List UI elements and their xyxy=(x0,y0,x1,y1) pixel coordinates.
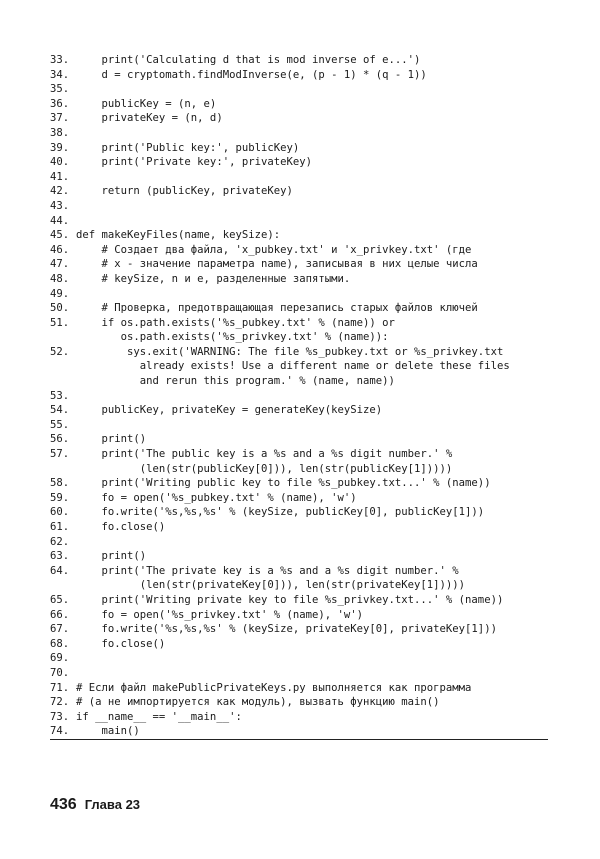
code-line xyxy=(50,564,550,593)
line-code: # (а не импортируется как модуль), вызвать функцию main() xyxy=(76,696,440,709)
line-code: print('Public key:', publicKey) xyxy=(76,141,300,154)
line-number: 71. xyxy=(50,681,70,694)
code-line xyxy=(50,549,550,564)
line-number: 72. xyxy=(50,696,70,709)
line-code: print('The private key is a %s and a %s digit number.' % (len(str(privateKey[0])), len(str(privateKey[1])))) xyxy=(101,564,466,592)
line-number: 58. xyxy=(50,477,70,490)
code-line xyxy=(50,126,550,141)
line-code: print('Writing private key to file %s_privkey.txt...' % (name)) xyxy=(76,593,504,606)
line-code: print() xyxy=(76,550,147,563)
line-number: 74. xyxy=(50,725,70,738)
line-code: publicKey = (n, e) xyxy=(76,97,217,110)
line-number: 69. xyxy=(50,652,70,665)
code-line xyxy=(50,199,550,214)
line-number: 53. xyxy=(50,389,70,402)
code-line xyxy=(50,184,550,199)
code-line xyxy=(50,432,550,447)
line-number: 37. xyxy=(50,112,70,125)
line-number: 66. xyxy=(50,608,70,621)
line-code: sys.exit('WARNING: The file %s_pubkey.txt or %s_privkey.txt already exists! Use a different name or delete these files and rerun this program.' % (name, name)) xyxy=(127,345,510,388)
code-line xyxy=(50,316,550,345)
code-line xyxy=(50,491,550,506)
line-number: 34. xyxy=(50,68,70,81)
line-code: privateKey = (n, d) xyxy=(76,112,223,125)
line-number: 35. xyxy=(50,83,70,96)
line-code: # x - значение параметра name), записывая в них целые числа xyxy=(76,258,478,271)
line-number: 64. xyxy=(50,564,70,577)
line-number: 68. xyxy=(50,637,70,650)
line-number: 60. xyxy=(50,506,70,519)
code-line xyxy=(50,710,550,725)
line-number: 33. xyxy=(50,54,70,66)
line-code: fo.write('%s,%s,%s' % (keySize, publicKey[0], publicKey[1])) xyxy=(76,506,485,519)
line-number: 67. xyxy=(50,623,70,636)
code-line xyxy=(50,447,550,476)
code-line xyxy=(50,608,550,623)
line-code: fo = open('%s_privkey.txt' % (name), 'w') xyxy=(76,608,364,621)
line-code: main() xyxy=(76,725,140,738)
line-code: return (publicKey, privateKey) xyxy=(76,185,293,198)
line-number: 63. xyxy=(50,550,70,563)
code-line xyxy=(50,593,550,608)
code-line xyxy=(50,622,550,637)
line-number: 44. xyxy=(50,214,70,227)
line-code: def makeKeyFiles(name, keySize): xyxy=(76,229,281,242)
code-line xyxy=(50,97,550,112)
line-code: # Проверка, предотвращающая перезапись старых файлов ключей xyxy=(76,302,478,315)
line-number: 40. xyxy=(50,156,70,169)
line-number: 42. xyxy=(50,185,70,198)
line-code: publicKey, privateKey = generateKey(keySize) xyxy=(76,404,383,417)
line-number: 70. xyxy=(50,666,70,679)
code-line xyxy=(50,535,550,550)
line-number: 38. xyxy=(50,126,70,139)
code-line xyxy=(50,155,550,170)
line-code: print('The public key is a %s and a %s digit number.' % (len(str(publicKey[0])), len(str(publicKey[1])))) xyxy=(101,448,453,475)
line-code: fo = open('%s_pubkey.txt' % (name), 'w') xyxy=(76,491,357,504)
code-line xyxy=(50,243,550,258)
line-number: 59. xyxy=(50,491,70,504)
line-number: 51. xyxy=(50,316,70,329)
listing-end-divider xyxy=(50,739,548,740)
code-line xyxy=(50,505,550,520)
line-number: 65. xyxy=(50,593,70,606)
code-line xyxy=(50,170,550,185)
code-line xyxy=(50,724,550,739)
line-code: print('Calculating d that is mod inverse of e...') xyxy=(76,54,421,66)
code-line xyxy=(50,418,550,433)
line-number: 50. xyxy=(50,302,70,315)
page-number: 436 xyxy=(50,796,77,813)
line-code: print('Writing public key to file %s_pubkey.txt...' % (name)) xyxy=(76,477,491,490)
line-number: 41. xyxy=(50,170,70,183)
line-code: fo.write('%s,%s,%s' % (keySize, privateKey[0], privateKey[1])) xyxy=(76,623,497,636)
code-line xyxy=(50,272,550,287)
code-line xyxy=(50,82,550,97)
line-number: 62. xyxy=(50,535,70,548)
chapter-label: Глава 23 xyxy=(84,797,141,812)
code-line xyxy=(50,345,550,389)
page-footer xyxy=(50,796,140,814)
line-code: fo.close() xyxy=(76,521,166,534)
code-line xyxy=(50,403,550,418)
code-line xyxy=(50,301,550,316)
line-code: # Создает два файла, 'x_pubkey.txt' и 'x_privkey.txt' (где xyxy=(76,243,472,256)
code-line xyxy=(50,651,550,666)
line-code: if __name__ == '__main__': xyxy=(76,710,242,723)
line-number: 45. xyxy=(50,229,70,242)
line-code: # keySize, n и e, разделенные запятыми. xyxy=(76,272,351,285)
line-code: fo.close() xyxy=(76,637,166,650)
line-code: d = cryptomath.findModInverse(e, (p - 1) * (q - 1)) xyxy=(76,68,427,81)
line-number: 61. xyxy=(50,521,70,534)
code-line xyxy=(50,53,550,68)
line-code: print('Private key:', privateKey) xyxy=(76,156,312,169)
code-line xyxy=(50,666,550,681)
code-line xyxy=(50,681,550,696)
line-code: # Если файл makePublicPrivateKeys.py выполняется как программа xyxy=(76,681,472,694)
code-line xyxy=(50,476,550,491)
line-number: 47. xyxy=(50,258,70,271)
code-line xyxy=(50,141,550,156)
line-number: 36. xyxy=(50,97,70,110)
line-number: 49. xyxy=(50,287,70,300)
code-listing xyxy=(50,53,550,739)
code-line xyxy=(50,520,550,535)
code-line xyxy=(50,214,550,229)
code-line xyxy=(50,228,550,243)
code-line xyxy=(50,389,550,404)
line-number: 48. xyxy=(50,272,70,285)
code-line xyxy=(50,257,550,272)
code-line xyxy=(50,68,550,83)
line-code: print() xyxy=(76,433,147,446)
line-number: 46. xyxy=(50,243,70,256)
line-number: 43. xyxy=(50,199,70,212)
code-line xyxy=(50,287,550,302)
line-number: 55. xyxy=(50,418,70,431)
code-line xyxy=(50,111,550,126)
line-number: 54. xyxy=(50,404,70,417)
code-line xyxy=(50,695,550,710)
line-number: 39. xyxy=(50,141,70,154)
line-number: 56. xyxy=(50,433,70,446)
line-number: 73. xyxy=(50,710,70,723)
line-number: 57. xyxy=(50,448,70,461)
line-number: 52. xyxy=(50,345,70,358)
line-code: if os.path.exists('%s_pubkey.txt' % (name)) or os.path.exists('%s_privkey.txt' % (name)): xyxy=(101,316,395,344)
code-line xyxy=(50,637,550,652)
